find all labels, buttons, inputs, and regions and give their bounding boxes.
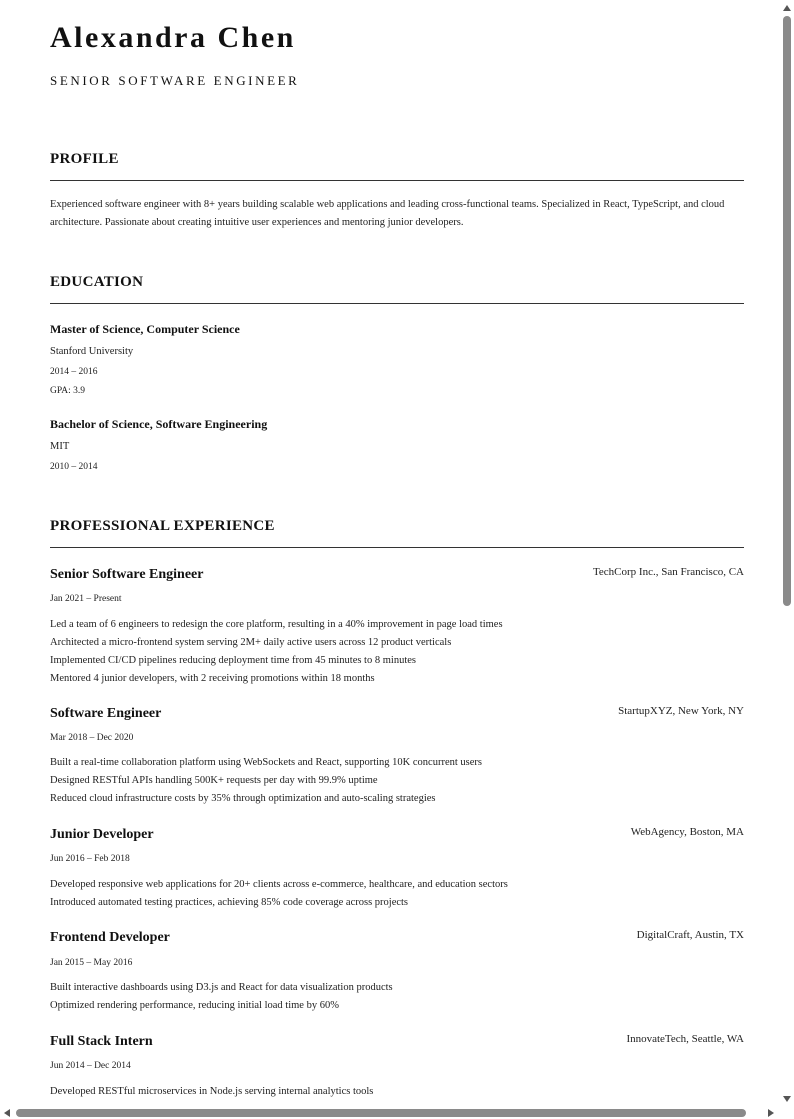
- candidate-title: SENIOR SOFTWARE ENGINEER: [50, 73, 300, 88]
- education-school: MIT: [50, 441, 70, 452]
- candidate-name: Alexandra Chen: [50, 21, 296, 54]
- job-dates: Jun 2014 – Dec 2014: [50, 1061, 131, 1071]
- job-bullet: Built a real-time collaboration platform using WebSockets and React, supporting 10K concurrent users: [50, 757, 482, 768]
- job-location: WebAgency, Boston, MA: [630, 826, 744, 838]
- education-degree: Bachelor of Science, Software Engineering: [50, 417, 268, 431]
- job-location: DigitalCraft, Austin, TX: [636, 929, 744, 941]
- scrollbar-corner: [780, 1106, 794, 1119]
- job-title: Senior Software Engineer: [50, 567, 204, 582]
- education-heading: EDUCATION: [50, 274, 144, 290]
- profile-divider: [50, 180, 744, 181]
- scroll-down-arrow-icon[interactable]: [783, 1096, 791, 1102]
- job-title: Full Stack Intern: [50, 1034, 153, 1049]
- job-location: StartupXYZ, New York, NY: [618, 705, 744, 717]
- scroll-right-arrow-icon[interactable]: [768, 1109, 774, 1117]
- job-location: InnovateTech, Seattle, WA: [626, 1033, 744, 1045]
- job-bullet: Introduced automated testing practices, achieving 85% code coverage across projects: [50, 897, 409, 908]
- education-degree: Master of Science, Computer Science: [50, 322, 240, 336]
- horizontal-scrollbar[interactable]: [0, 1106, 780, 1119]
- horizontal-scroll-thumb[interactable]: [16, 1109, 746, 1117]
- education-dates: 2014 – 2016: [50, 367, 98, 377]
- profile-text: Experienced software engineer with 8+ years building scalable web applications and leading cross-functional teams. Specialized in React, TypeScript, and cloud architecture. Passionate about creating intuitive user experiences and mentoring junior developers.: [50, 199, 725, 228]
- job-bullet: Led a team of 6 engineers to redesign the core platform, resulting in a 40% improvement in page load times: [50, 619, 503, 630]
- education-divider: [50, 303, 744, 304]
- job-bullets: [50, 1083, 744, 1101]
- job-title: Frontend Developer: [50, 930, 170, 945]
- job-bullet: Built interactive dashboards using D3.js and React for data visualization products: [50, 982, 393, 993]
- experience-heading: PROFESSIONAL EXPERIENCE: [50, 518, 275, 534]
- job-bullet: Implemented CI/CD pipelines reducing deployment time from 45 minutes to 8 minutes: [50, 655, 416, 666]
- job-bullet: Mentored 4 junior developers, with 2 receiving promotions within 18 months: [50, 673, 375, 684]
- education-school: Stanford University: [50, 346, 134, 357]
- job-bullet: Developed RESTful microservices in Node.js serving internal analytics tools: [50, 1086, 374, 1097]
- job-dates: Jan 2021 – Present: [50, 594, 122, 604]
- job-bullet: Developed responsive web applications for 20+ clients across e-commerce, healthcare, and education sectors: [50, 879, 508, 890]
- job-bullet: Optimized rendering performance, reducing initial load time by 60%: [50, 1000, 339, 1011]
- education-dates: 2010 – 2014: [50, 462, 98, 472]
- job-bullets: [50, 754, 744, 808]
- scroll-left-arrow-icon[interactable]: [4, 1109, 10, 1117]
- profile-heading: PROFILE: [50, 151, 119, 167]
- job-bullet: Designed RESTful APIs handling 500K+ requests per day with 99.9% uptime: [50, 775, 378, 786]
- job-bullets: [50, 876, 744, 912]
- education-gpa: GPA: 3.9: [50, 386, 86, 396]
- job-location: TechCorp Inc., San Francisco, CA: [592, 566, 744, 578]
- job-title: Software Engineer: [50, 706, 162, 721]
- job-title: Junior Developer: [50, 827, 154, 842]
- job-dates: Jan 2015 – May 2016: [50, 958, 133, 968]
- job-dates: Mar 2018 – Dec 2020: [50, 733, 134, 743]
- job-dates: Jun 2016 – Feb 2018: [50, 854, 130, 864]
- scroll-up-arrow-icon[interactable]: [783, 5, 791, 11]
- job-bullet: Reduced cloud infrastructure costs by 35% through optimization and auto-scaling strategies: [50, 793, 436, 804]
- job-bullets: [50, 979, 744, 1015]
- job-bullet: Architected a micro-frontend system serving 2M+ daily active users across 12 product verticals: [50, 637, 452, 648]
- job-bullets: [50, 616, 744, 688]
- experience-divider: [50, 547, 744, 548]
- vertical-scrollbar[interactable]: [780, 0, 794, 1106]
- vertical-scroll-thumb[interactable]: [783, 16, 791, 606]
